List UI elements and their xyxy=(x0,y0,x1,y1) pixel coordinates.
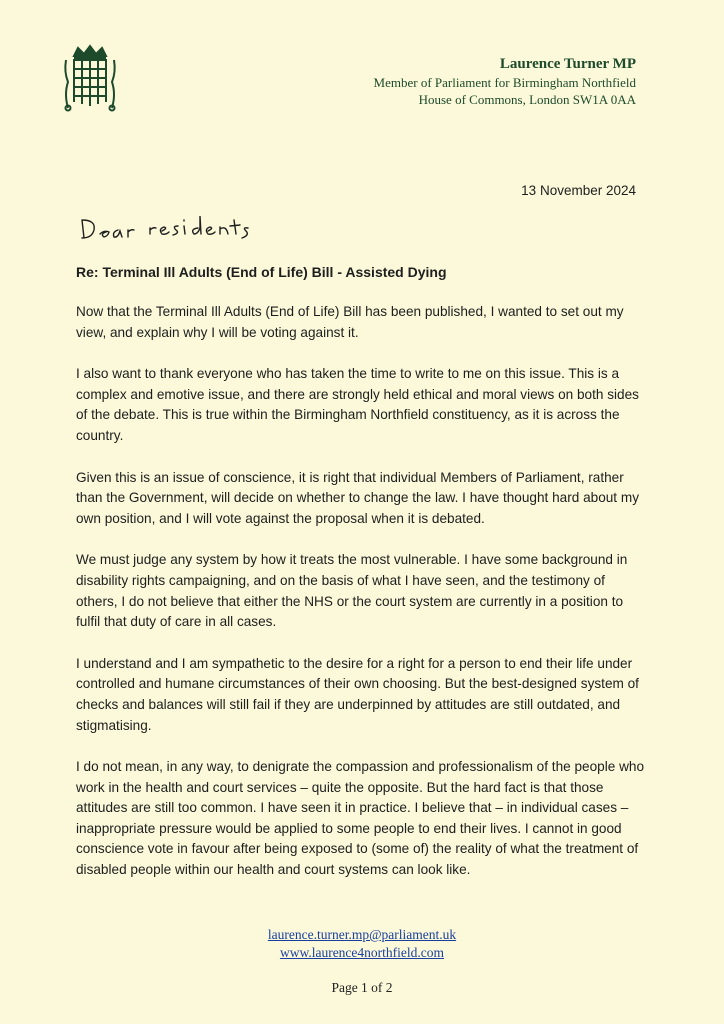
paragraph: I understand and I am sympathetic to the desire for a right for a person to end their life under controlled and humane circumstances of their own choosing. But the best-designed system of checks and balances will still fail if they are underpinned by attitudes are still outdated, and stigmatising. xyxy=(76,655,639,733)
paragraph: I also want to thank everyone who has taken the time to write to me on this issue. This is a complex and emotive issue, and there are strongly held ethical and moral views on both sides of the debate. This is true within the Birmingham Northfield constituency, as it is across the country. xyxy=(76,366,639,443)
paragraph: We must judge any system by how it treats the most vulnerable. I have some background in disability rights campaigning, and on the basis of what I have seen, and the testimony of others, I do not believe that either the NHS or the court system are currently in a position to fulfil that duty of care in all cases. xyxy=(76,552,628,630)
mp-name: Laurence Turner MP xyxy=(499,56,636,72)
portcullis-crest-icon xyxy=(60,42,120,114)
letter-body xyxy=(76,302,648,902)
website-link[interactable]: www.laurence4northfield.com xyxy=(279,945,445,960)
mp-role: Member of Parliament for Birmingham Northfield xyxy=(373,75,636,90)
paragraph: Now that the Terminal Ill Adults (End of Life) Bill has been published, I wanted to set out my view, and explain why I will be voting against it. xyxy=(76,304,624,340)
footer-website xyxy=(0,945,724,961)
mp-address: House of Commons, London SW1A 0AA xyxy=(418,92,636,107)
letterhead xyxy=(374,54,636,108)
paragraph: Given this is an issue of conscience, it is right that individual Members of Parliament, rather than the Government, will decide on whether to change the law. I have thought hard about my own position, and I will vote against the proposal when it is debated. xyxy=(76,469,639,526)
page-number: Page 1 of 2 xyxy=(331,980,393,995)
paragraph: I do not mean, in any way, to denigrate the compassion and professionalism of the people who work in the health and court services – quite the opposite. But the hard fact is that those attitudes are still too common. I have seen it in practice. I believe that – in individual cases – inappropriate pressure would be applied to some people to end their lives. I cannot in good conscience vote in favour after being exposed to (some of) the reality of what the treatment of disabled people within our health and court systems can look like. xyxy=(76,759,645,878)
handwritten-salutation xyxy=(76,212,256,246)
footer-email xyxy=(0,927,724,943)
email-link[interactable]: laurence.turner.mp@parliament.uk xyxy=(267,927,457,942)
letter-subject: Re: Terminal Ill Adults (End of Life) Bill - Assisted Dying xyxy=(76,264,447,280)
letter-date: 13 November 2024 xyxy=(521,183,636,198)
